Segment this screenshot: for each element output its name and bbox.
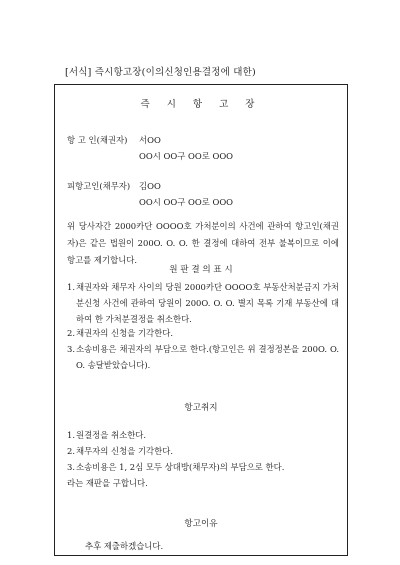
appeal-purpose-item-2 xyxy=(67,443,339,459)
appellant-address: OO시 OO구 OO로 OOO xyxy=(139,151,234,161)
intro-paragraph: 위 당사자간 2000카단 OOOO호 가처분이의 사건에 관하여 항고인(채권자)은 같은 법원이 200O. O. O. 한 결정에 대하여 전부 불복이므로 이에 항고를 제기합니다. xyxy=(67,221,339,265)
document-frame xyxy=(54,84,348,556)
appellant-label: 항 고 인(채권자) xyxy=(67,135,128,145)
respondent-address: OO시 OO구 OO로 OOO xyxy=(139,197,234,207)
appellant-name: 서OO xyxy=(139,135,161,145)
item-number: 1. xyxy=(67,282,75,292)
form-caption: [서식] 즉시항고장(이의신청인용결정에 대한) xyxy=(65,67,256,78)
item-number: 2. xyxy=(67,328,75,338)
item-number: 3. xyxy=(67,344,75,354)
respondent-name: 김OO xyxy=(139,181,161,191)
original-decision-item-2 xyxy=(67,325,339,341)
appeal-purpose-closing: 라는 재판을 구합니다. xyxy=(67,478,148,488)
item-text: 소송비용은 채권자의 부담으로 한다.(항고인은 위 결정정본을 200O. O. O. 송달받았습니다). xyxy=(76,344,339,370)
appeal-reason-text: 추후 제출하겠습니다. xyxy=(85,541,164,551)
original-decision-heading: 원 판 결 의 표 시 xyxy=(169,265,233,275)
document-title: 즉 시 항 고 장 xyxy=(140,99,262,110)
appeal-purpose-item-3 xyxy=(67,459,339,475)
item-text: 원결정을 취소한다. xyxy=(76,430,147,440)
item-text: 채무자의 신청을 기각한다. xyxy=(76,446,173,456)
item-text: 소송비용은 1, 2심 모두 상대방(채무자)의 부담으로 한다. xyxy=(76,462,285,472)
appeal-purpose-item-1 xyxy=(67,427,339,443)
item-number: 3. xyxy=(67,462,75,472)
respondent-label: 피항고인(채무자) xyxy=(67,181,131,191)
item-number: 1. xyxy=(67,430,75,440)
original-decision-item-1 xyxy=(67,279,339,327)
original-decision-item-3 xyxy=(67,341,339,373)
item-text: 채권자의 신청을 기각한다. xyxy=(76,328,173,338)
appeal-purpose-heading: 항고취지 xyxy=(184,403,218,413)
item-text: 채권자와 채무자 사이의 당원 2000카단 OOOO호 부동산처분금지 가처분신청 사건에 관하여 당원이 200O. O. O. 별지 목록 기재 부동산에 대하여 한 가처분결정을 취소한다. xyxy=(76,282,339,324)
appeal-reason-heading: 항고이유 xyxy=(184,519,218,529)
item-number: 2. xyxy=(67,446,75,456)
